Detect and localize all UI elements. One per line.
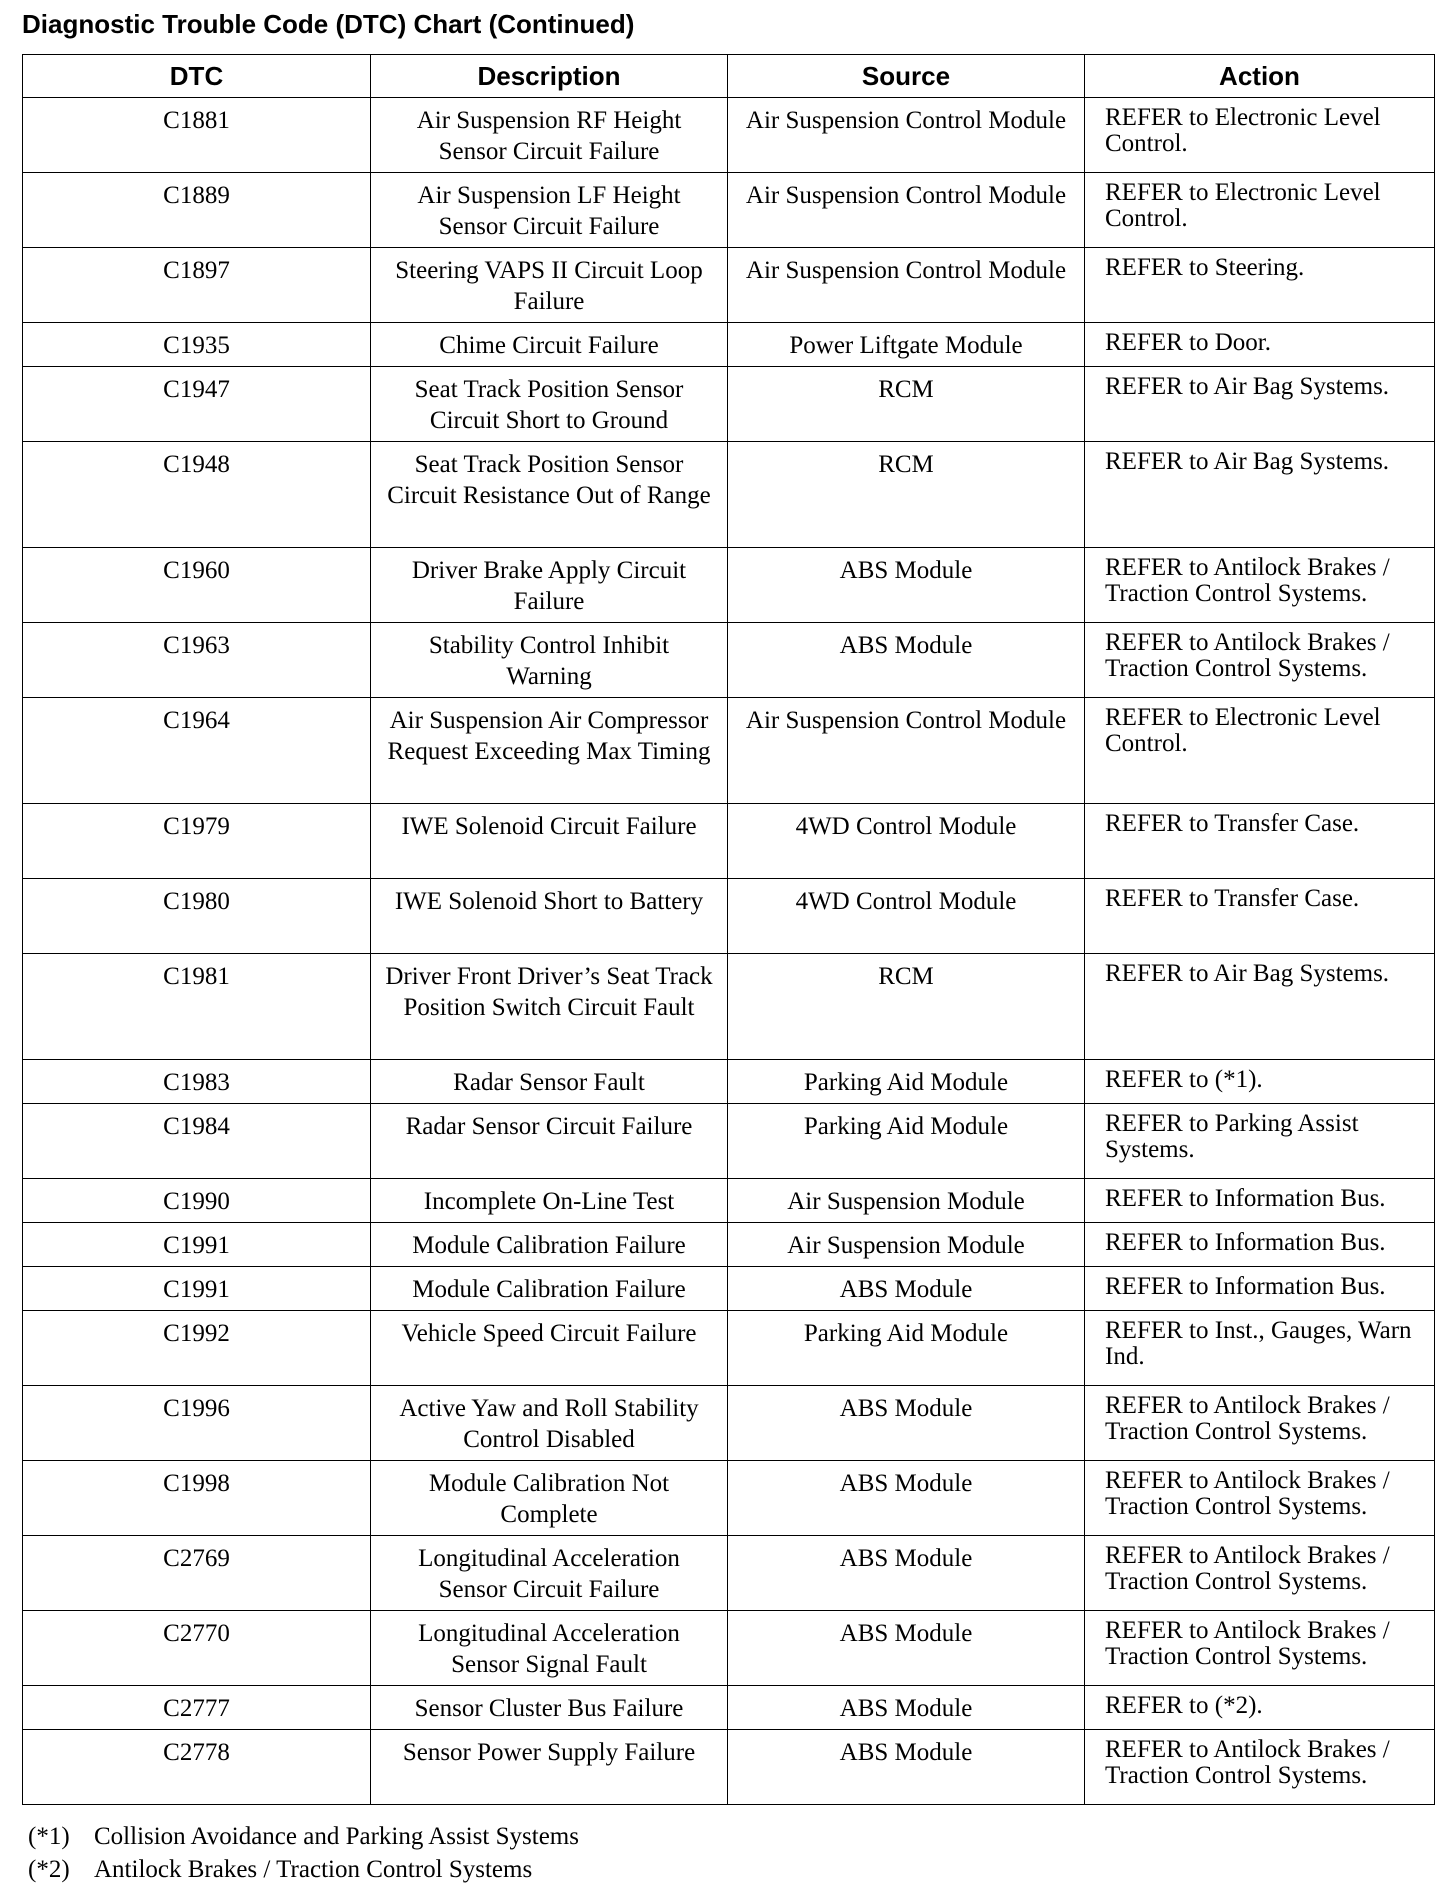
dtc-description: Sensor Power Supply Failure	[371, 1730, 728, 1805]
dtc-code: C2777	[23, 1686, 371, 1730]
dtc-action: REFER to Air Bag Systems.	[1085, 442, 1435, 548]
dtc-action: REFER to Air Bag Systems.	[1085, 954, 1435, 1060]
dtc-action: REFER to (*2).	[1085, 1686, 1435, 1730]
dtc-code: C1980	[23, 879, 371, 954]
dtc-code: C2770	[23, 1611, 371, 1686]
dtc-code: C1889	[23, 173, 371, 248]
dtc-action: REFER to Transfer Case.	[1085, 804, 1435, 879]
dtc-source: Air Suspension Control Module	[728, 248, 1085, 323]
dtc-description: Driver Brake Apply Circuit Failure	[371, 548, 728, 623]
dtc-source: ABS Module	[728, 1267, 1085, 1311]
dtc-source: RCM	[728, 954, 1085, 1060]
dtc-source: Air Suspension Control Module	[728, 698, 1085, 804]
dtc-action: REFER to Steering.	[1085, 248, 1435, 323]
dtc-code: C1983	[23, 1060, 371, 1104]
dtc-code: C1963	[23, 623, 371, 698]
page-title: Diagnostic Trouble Code (DTC) Chart (Continued)	[22, 9, 635, 39]
dtc-source: ABS Module	[728, 1536, 1085, 1611]
dtc-description: Stability Control Inhibit Warning	[371, 623, 728, 698]
dtc-action: REFER to Information Bus.	[1085, 1223, 1435, 1267]
header-dtc: DTC	[23, 55, 371, 98]
table-row	[23, 1536, 1435, 1611]
dtc-description: Longitudinal Acceleration Sensor Signal Fault	[371, 1611, 728, 1686]
footnote	[28, 1820, 579, 1853]
dtc-description: Driver Front Driver’s Seat Track Position Switch Circuit Fault	[371, 954, 728, 1060]
dtc-action: REFER to Antilock Brakes / Traction Control Systems.	[1085, 623, 1435, 698]
dtc-code: C1948	[23, 442, 371, 548]
table-row	[23, 1386, 1435, 1461]
table-row	[23, 954, 1435, 1060]
header-description: Description	[371, 55, 728, 98]
table-row	[23, 1686, 1435, 1730]
dtc-source: RCM	[728, 367, 1085, 442]
dtc-action: REFER to Inst., Gauges, Warn Ind.	[1085, 1311, 1435, 1386]
dtc-description: Air Suspension LF Height Sensor Circuit Failure	[371, 173, 728, 248]
table-row	[23, 623, 1435, 698]
table-row	[23, 1179, 1435, 1223]
dtc-code: C1881	[23, 98, 371, 173]
dtc-description: Seat Track Position Sensor Circuit Resistance Out of Range	[371, 442, 728, 548]
dtc-description: Radar Sensor Circuit Failure	[371, 1104, 728, 1179]
dtc-source: Air Suspension Control Module	[728, 173, 1085, 248]
dtc-action: REFER to Electronic Level Control.	[1085, 98, 1435, 173]
dtc-description: Vehicle Speed Circuit Failure	[371, 1311, 728, 1386]
dtc-code: C1992	[23, 1311, 371, 1386]
dtc-source: ABS Module	[728, 1611, 1085, 1686]
dtc-source: Air Suspension Control Module	[728, 98, 1085, 173]
dtc-description: IWE Solenoid Short to Battery	[371, 879, 728, 954]
dtc-description: Air Suspension RF Height Sensor Circuit Failure	[371, 98, 728, 173]
dtc-table	[22, 54, 1435, 1805]
table-row	[23, 1104, 1435, 1179]
table-row	[23, 1311, 1435, 1386]
dtc-action: REFER to Information Bus.	[1085, 1267, 1435, 1311]
dtc-description: Module Calibration Not Complete	[371, 1461, 728, 1536]
table-row	[23, 1223, 1435, 1267]
table-row	[23, 804, 1435, 879]
dtc-action: REFER to Electronic Level Control.	[1085, 698, 1435, 804]
dtc-source: Parking Aid Module	[728, 1104, 1085, 1179]
dtc-code: C2778	[23, 1730, 371, 1805]
dtc-description: Module Calibration Failure	[371, 1267, 728, 1311]
dtc-source: ABS Module	[728, 548, 1085, 623]
dtc-source: ABS Module	[728, 1730, 1085, 1805]
dtc-action: REFER to Electronic Level Control.	[1085, 173, 1435, 248]
dtc-source: ABS Module	[728, 623, 1085, 698]
footnote-text: Antilock Brakes / Traction Control Systems	[94, 1856, 533, 1883]
dtc-source: ABS Module	[728, 1461, 1085, 1536]
dtc-code: C1960	[23, 548, 371, 623]
dtc-action: REFER to Antilock Brakes / Traction Control Systems.	[1085, 1536, 1435, 1611]
table-row	[23, 1730, 1435, 1805]
dtc-source: Air Suspension Module	[728, 1179, 1085, 1223]
header-row	[23, 55, 1435, 98]
table-row	[23, 442, 1435, 548]
dtc-action: REFER to Antilock Brakes / Traction Control Systems.	[1085, 1611, 1435, 1686]
dtc-description: Steering VAPS II Circuit Loop Failure	[371, 248, 728, 323]
footnote	[28, 1853, 579, 1886]
table-row	[23, 98, 1435, 173]
table-row	[23, 548, 1435, 623]
dtc-code: C1984	[23, 1104, 371, 1179]
table-row	[23, 323, 1435, 367]
dtc-description: IWE Solenoid Circuit Failure	[371, 804, 728, 879]
table-row	[23, 173, 1435, 248]
dtc-source: ABS Module	[728, 1686, 1085, 1730]
footnote-mark: (*1)	[28, 1823, 70, 1850]
dtc-description: Active Yaw and Roll Stability Control Disabled	[371, 1386, 728, 1461]
dtc-action: REFER to Information Bus.	[1085, 1179, 1435, 1223]
dtc-code: C1897	[23, 248, 371, 323]
dtc-description: Longitudinal Acceleration Sensor Circuit Failure	[371, 1536, 728, 1611]
dtc-action: REFER to Transfer Case.	[1085, 879, 1435, 954]
dtc-source: 4WD Control Module	[728, 879, 1085, 954]
dtc-description: Module Calibration Failure	[371, 1223, 728, 1267]
dtc-action: REFER to (*1).	[1085, 1060, 1435, 1104]
footnote-text: Collision Avoidance and Parking Assist Systems	[94, 1823, 579, 1850]
table-row	[23, 1461, 1435, 1536]
dtc-code: C1979	[23, 804, 371, 879]
dtc-source: 4WD Control Module	[728, 804, 1085, 879]
header-source: Source	[728, 55, 1085, 98]
dtc-action: REFER to Parking Assist Systems.	[1085, 1104, 1435, 1179]
dtc-description: Chime Circuit Failure	[371, 323, 728, 367]
dtc-code: C1981	[23, 954, 371, 1060]
dtc-code: C1935	[23, 323, 371, 367]
dtc-source: ABS Module	[728, 1386, 1085, 1461]
dtc-description: Seat Track Position Sensor Circuit Short to Ground	[371, 367, 728, 442]
table-row	[23, 1060, 1435, 1104]
dtc-code: C1947	[23, 367, 371, 442]
dtc-source: Parking Aid Module	[728, 1311, 1085, 1386]
table-row	[23, 1267, 1435, 1311]
dtc-code: C1964	[23, 698, 371, 804]
dtc-code: C2769	[23, 1536, 371, 1611]
dtc-action: REFER to Antilock Brakes / Traction Control Systems.	[1085, 1730, 1435, 1805]
dtc-code: C1996	[23, 1386, 371, 1461]
dtc-action: REFER to Door.	[1085, 323, 1435, 367]
dtc-source: Power Liftgate Module	[728, 323, 1085, 367]
table-row	[23, 248, 1435, 323]
dtc-code: C1991	[23, 1223, 371, 1267]
dtc-source: RCM	[728, 442, 1085, 548]
table-row	[23, 367, 1435, 442]
dtc-code: C1990	[23, 1179, 371, 1223]
table-row	[23, 698, 1435, 804]
table-row	[23, 1611, 1435, 1686]
dtc-action: REFER to Antilock Brakes / Traction Control Systems.	[1085, 548, 1435, 623]
dtc-source: Parking Aid Module	[728, 1060, 1085, 1104]
dtc-source: Air Suspension Module	[728, 1223, 1085, 1267]
footnotes	[28, 1820, 579, 1886]
dtc-code: C1991	[23, 1267, 371, 1311]
table-row	[23, 879, 1435, 954]
footnote-mark: (*2)	[28, 1856, 70, 1883]
dtc-description: Radar Sensor Fault	[371, 1060, 728, 1104]
dtc-action: REFER to Antilock Brakes / Traction Control Systems.	[1085, 1461, 1435, 1536]
dtc-action: REFER to Air Bag Systems.	[1085, 367, 1435, 442]
dtc-action: REFER to Antilock Brakes / Traction Control Systems.	[1085, 1386, 1435, 1461]
dtc-description: Sensor Cluster Bus Failure	[371, 1686, 728, 1730]
header-action: Action	[1085, 55, 1435, 98]
dtc-description: Air Suspension Air Compressor Request Exceeding Max Timing	[371, 698, 728, 804]
dtc-code: C1998	[23, 1461, 371, 1536]
dtc-description: Incomplete On-Line Test	[371, 1179, 728, 1223]
